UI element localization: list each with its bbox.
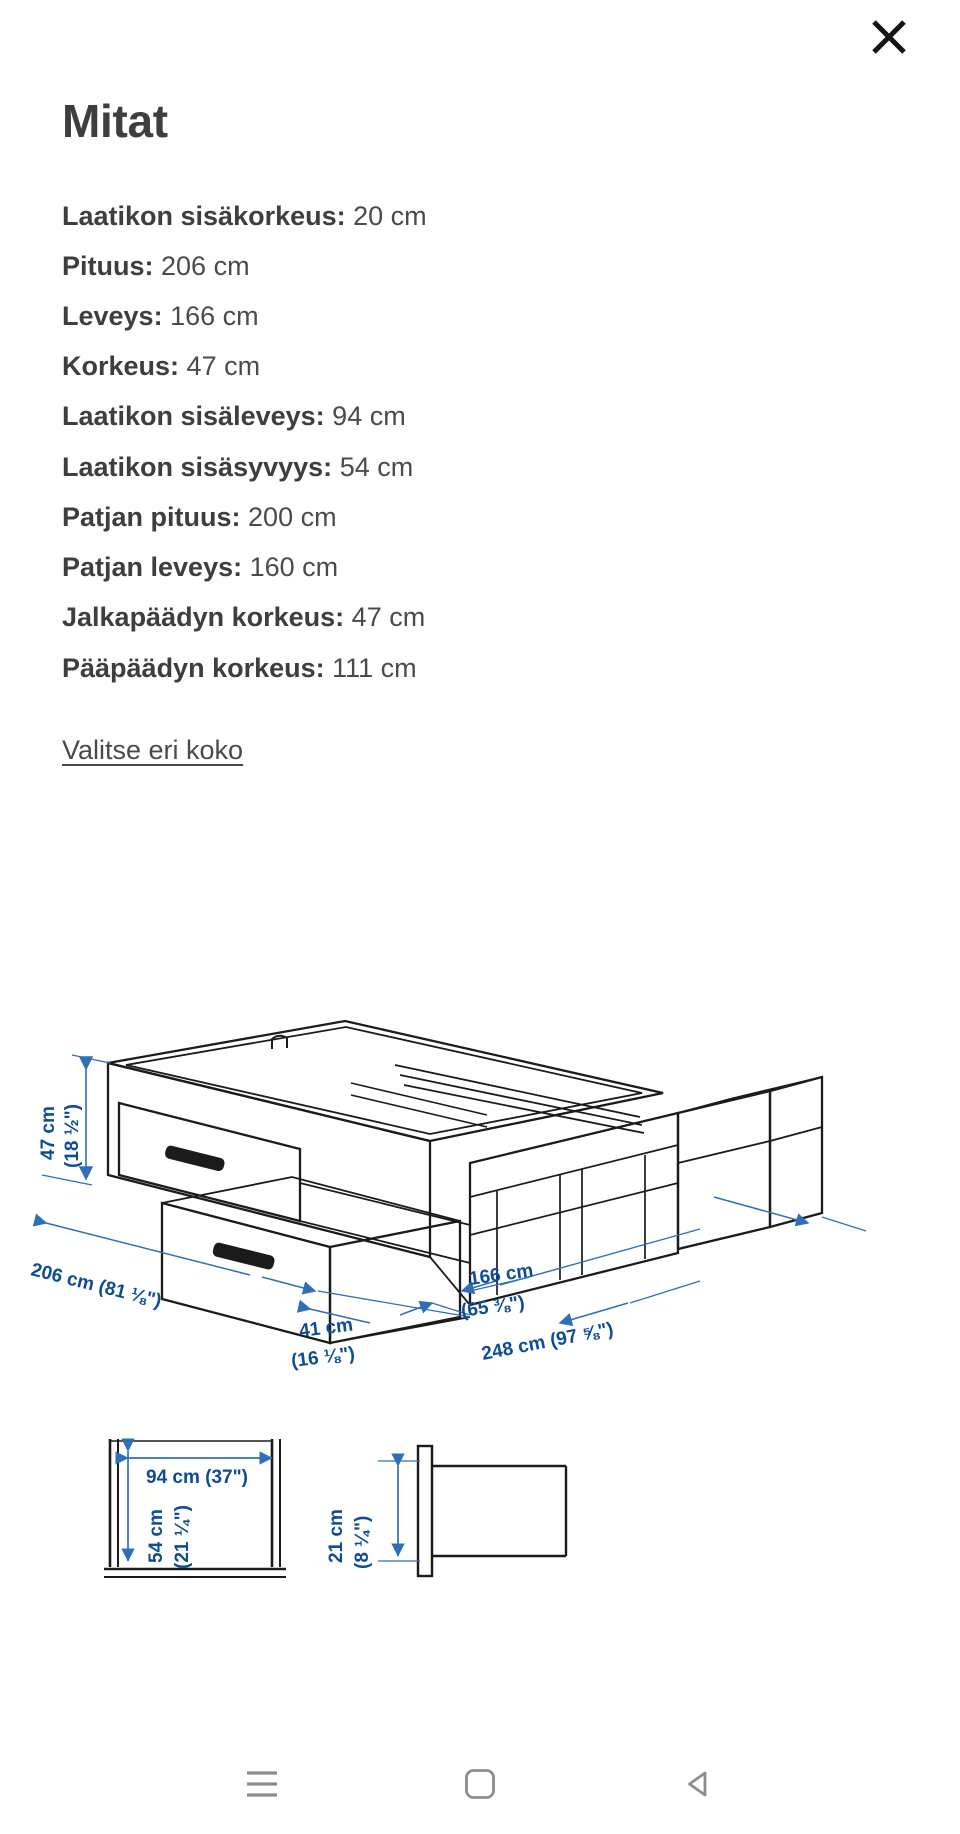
triangle-left-icon — [682, 1768, 714, 1800]
measurement-value: 54 cm — [339, 451, 414, 482]
measurement-value: 20 cm — [353, 200, 427, 231]
label-height: 47 cm — [38, 1106, 59, 1160]
bed-isometric-drawing — [108, 1021, 822, 1343]
label-width: 166 cm — [467, 1260, 535, 1290]
measurement-label: Laatikon sisäleveys: — [62, 401, 325, 432]
android-nav-bar — [0, 1734, 960, 1834]
measurement-row — [62, 643, 910, 693]
drawer-side-drawing — [418, 1446, 566, 1576]
home-button[interactable] — [441, 1745, 519, 1823]
measurement-label: Laatikon sisäsyvyys: — [62, 451, 333, 482]
drawer-front-drawing — [104, 1439, 286, 1577]
label-drawer-width: 94 cm (37") — [146, 1467, 248, 1488]
measurement-label: Patjan leveys: — [62, 552, 243, 583]
label-height-inches: (18 ½") — [62, 1104, 83, 1168]
label-width-inches: (65 ⅜") — [459, 1292, 526, 1322]
recents-button[interactable] — [223, 1745, 301, 1823]
label-drawer-height-inches: (8 ¼") — [352, 1515, 373, 1569]
measurement-row — [62, 542, 910, 592]
measurement-value: 200 cm — [248, 501, 337, 532]
measurement-value: 166 cm — [170, 301, 259, 332]
choose-other-size-link[interactable]: Valitse eri koko — [62, 734, 244, 765]
label-depth-small-inches: (16 ⅛") — [290, 1343, 357, 1372]
measurement-row — [62, 191, 910, 241]
dimension-diagram — [0, 985, 960, 1655]
label-length: 206 cm (81 ⅛") — [28, 1259, 164, 1313]
measurement-label: Patjan pituus: — [62, 501, 241, 532]
square-icon — [464, 1768, 496, 1800]
measurement-row — [62, 592, 910, 642]
measurement-row — [62, 241, 910, 291]
page-title: Mitat — [62, 95, 168, 147]
measurement-label: Korkeus: — [62, 351, 180, 382]
measurement-label: Leveys: — [62, 301, 163, 332]
measurement-label: Pääpäädyn korkeus: — [62, 652, 325, 683]
measurement-label: Jalkapäädyn korkeus: — [62, 602, 345, 633]
label-drawer-depth-inches: (21 ¼") — [172, 1505, 193, 1569]
measurement-row — [62, 442, 910, 492]
label-depth-small: 41 cm — [298, 1314, 355, 1342]
measurement-row — [62, 341, 910, 391]
label-total-length: 248 cm (97 ⅝") — [479, 1318, 616, 1365]
measurement-row — [62, 291, 910, 341]
close-icon — [869, 17, 909, 57]
measurement-value: 206 cm — [161, 250, 250, 281]
back-button[interactable] — [659, 1745, 737, 1823]
close-button[interactable] — [860, 8, 918, 66]
label-drawer-height: 21 cm — [326, 1509, 347, 1563]
measurement-value: 94 cm — [332, 401, 406, 432]
measurement-label: Pituus: — [62, 250, 154, 281]
measurement-label: Laatikon sisäkorkeus: — [62, 200, 346, 231]
measurement-value: 47 cm — [351, 602, 426, 633]
measurement-value: 47 cm — [186, 351, 261, 382]
hamburger-icon — [244, 1769, 280, 1799]
measurement-value: 160 cm — [249, 552, 339, 583]
measurement-row — [62, 391, 910, 441]
label-drawer-depth: 54 cm — [146, 1509, 167, 1563]
measurement-row — [62, 492, 910, 542]
dimensions-panel — [62, 96, 910, 766]
measurement-value: 111 cm — [332, 652, 417, 683]
measurements-list — [62, 191, 910, 693]
